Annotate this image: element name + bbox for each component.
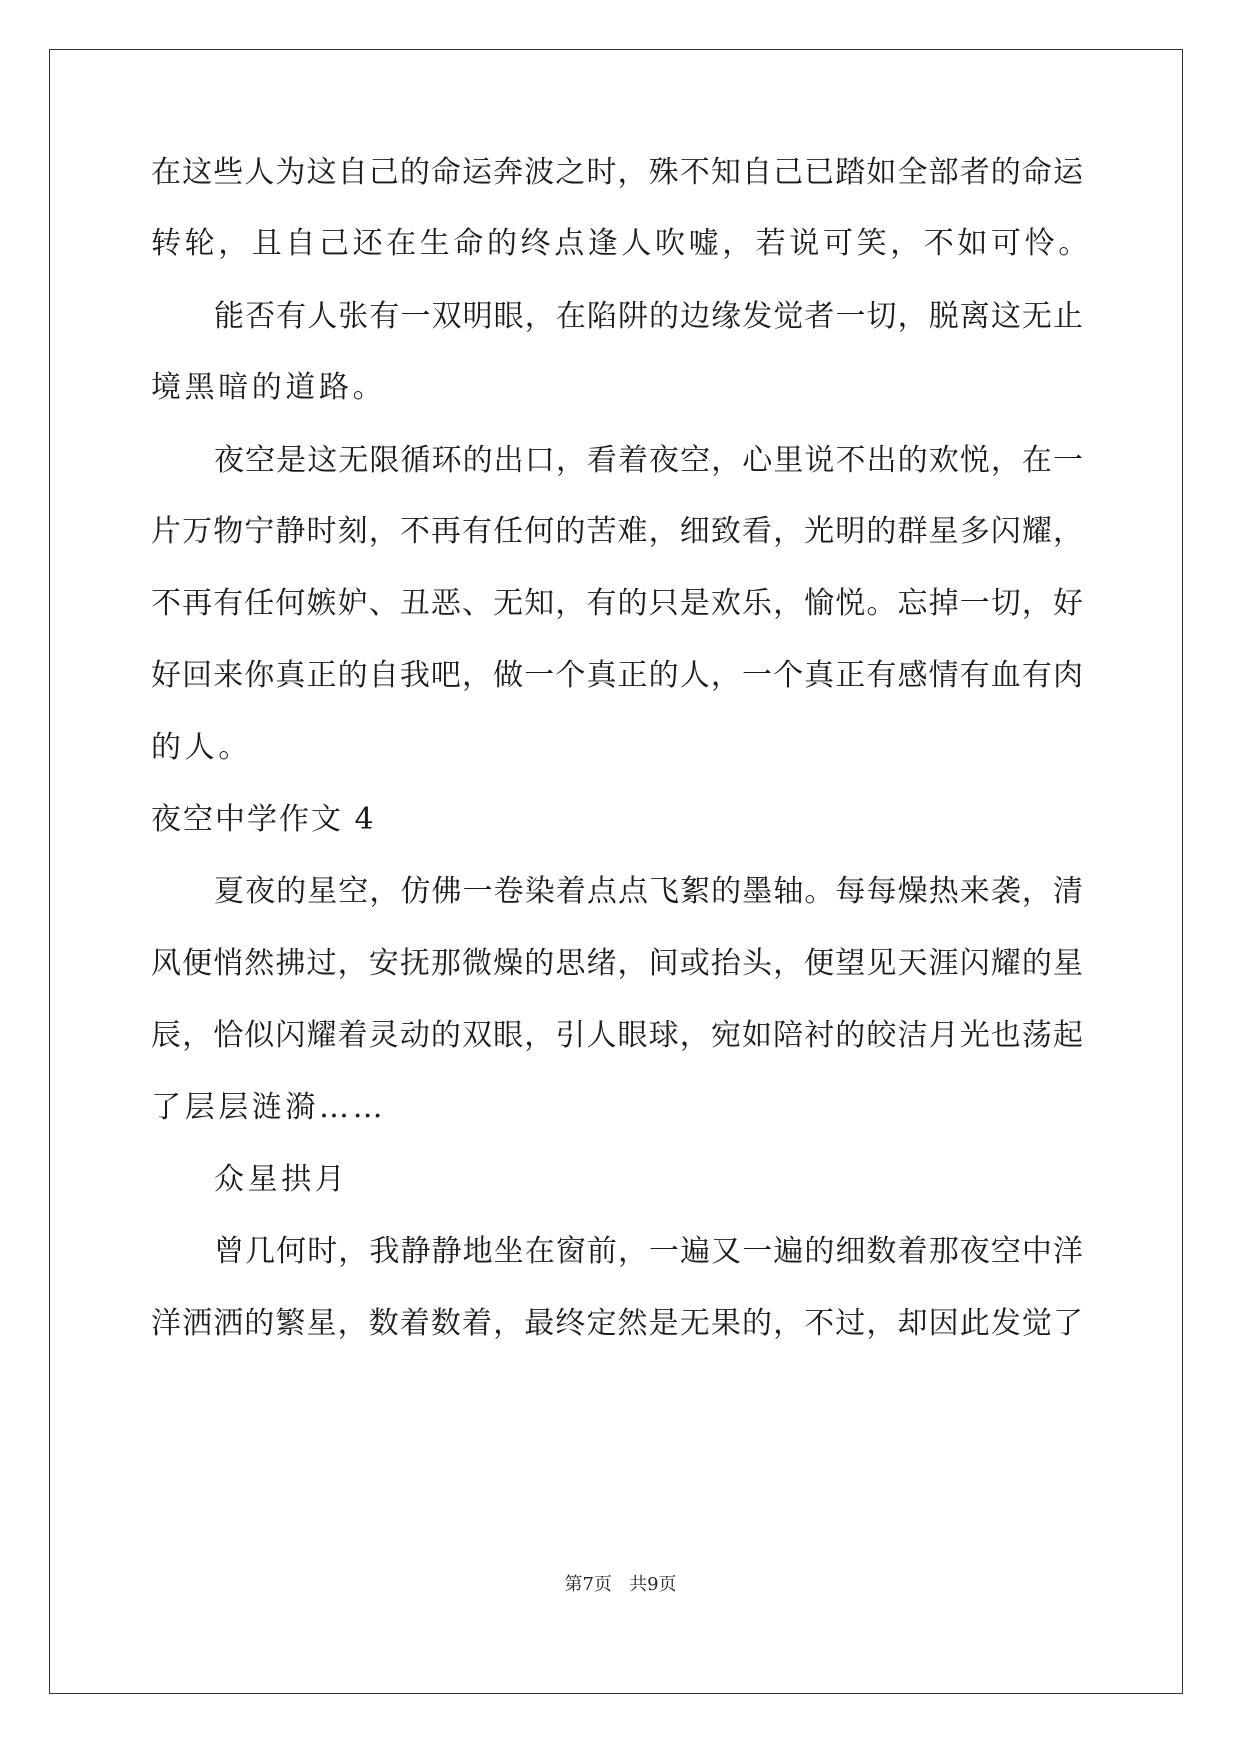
body-line: 转轮，且自己还在生命的终点逢人吹嘘，若说可笑，不如可怜。 bbox=[151, 226, 1092, 261]
body-line: 不再有任何嫉妒、丑恶、无知，有的只是欢乐，愉悦。忘掉一切，好 bbox=[151, 586, 1083, 621]
section-heading: 夜空中学作文 4 bbox=[151, 802, 376, 837]
body-line: 在这些人为这自己的命运奔波之时，殊不知自己已踏如全部者的命运 bbox=[151, 155, 1083, 190]
body-line: 风便悄然拂过，安抚那微燥的思绪，间或抬头，便望见天涯闪耀的星 bbox=[151, 946, 1083, 981]
body-line: 夜空是这无限循环的出口，看着夜空，心里说不出的欢悦，在一 bbox=[214, 443, 1083, 478]
subheading: 众星拱月 bbox=[214, 1162, 349, 1197]
body-line: 片万物宁静时刻，不再有任何的苦难，细致看，光明的群星多闪耀， bbox=[151, 514, 1083, 549]
body-line: 能否有人张有一双明眼，在陷阱的边缘发觉者一切，脱离这无止 bbox=[214, 299, 1083, 334]
body-line: 辰，恰似闪耀着灵动的双眼，引人眼球，宛如陪衬的皎洁月光也荡起 bbox=[151, 1018, 1083, 1053]
body-line: 好回来你真正的自我吧，做一个真正的人，一个真正有感情有血有肉 bbox=[151, 658, 1083, 693]
body-line: 了层层涟漪…… bbox=[151, 1090, 387, 1125]
body-line: 曾几何时，我静静地坐在窗前，一遍又一遍的细数着那夜空中洋 bbox=[214, 1234, 1083, 1269]
body-line: 的人。 bbox=[151, 730, 252, 765]
body-line: 夏夜的星空，仿佛一卷染着点点飞絮的墨轴。每每燥热来袭，清 bbox=[214, 874, 1083, 909]
body-line: 境黑暗的道路。 bbox=[151, 370, 387, 405]
body-line: 洋洒洒的繁星，数着数着，最终定然是无果的，不过，却因此发觉了 bbox=[151, 1306, 1083, 1341]
page-total: 共9页 bbox=[629, 1574, 677, 1595]
page-footer bbox=[0, 1573, 1241, 1597]
page-number: 第7页 bbox=[564, 1574, 612, 1595]
